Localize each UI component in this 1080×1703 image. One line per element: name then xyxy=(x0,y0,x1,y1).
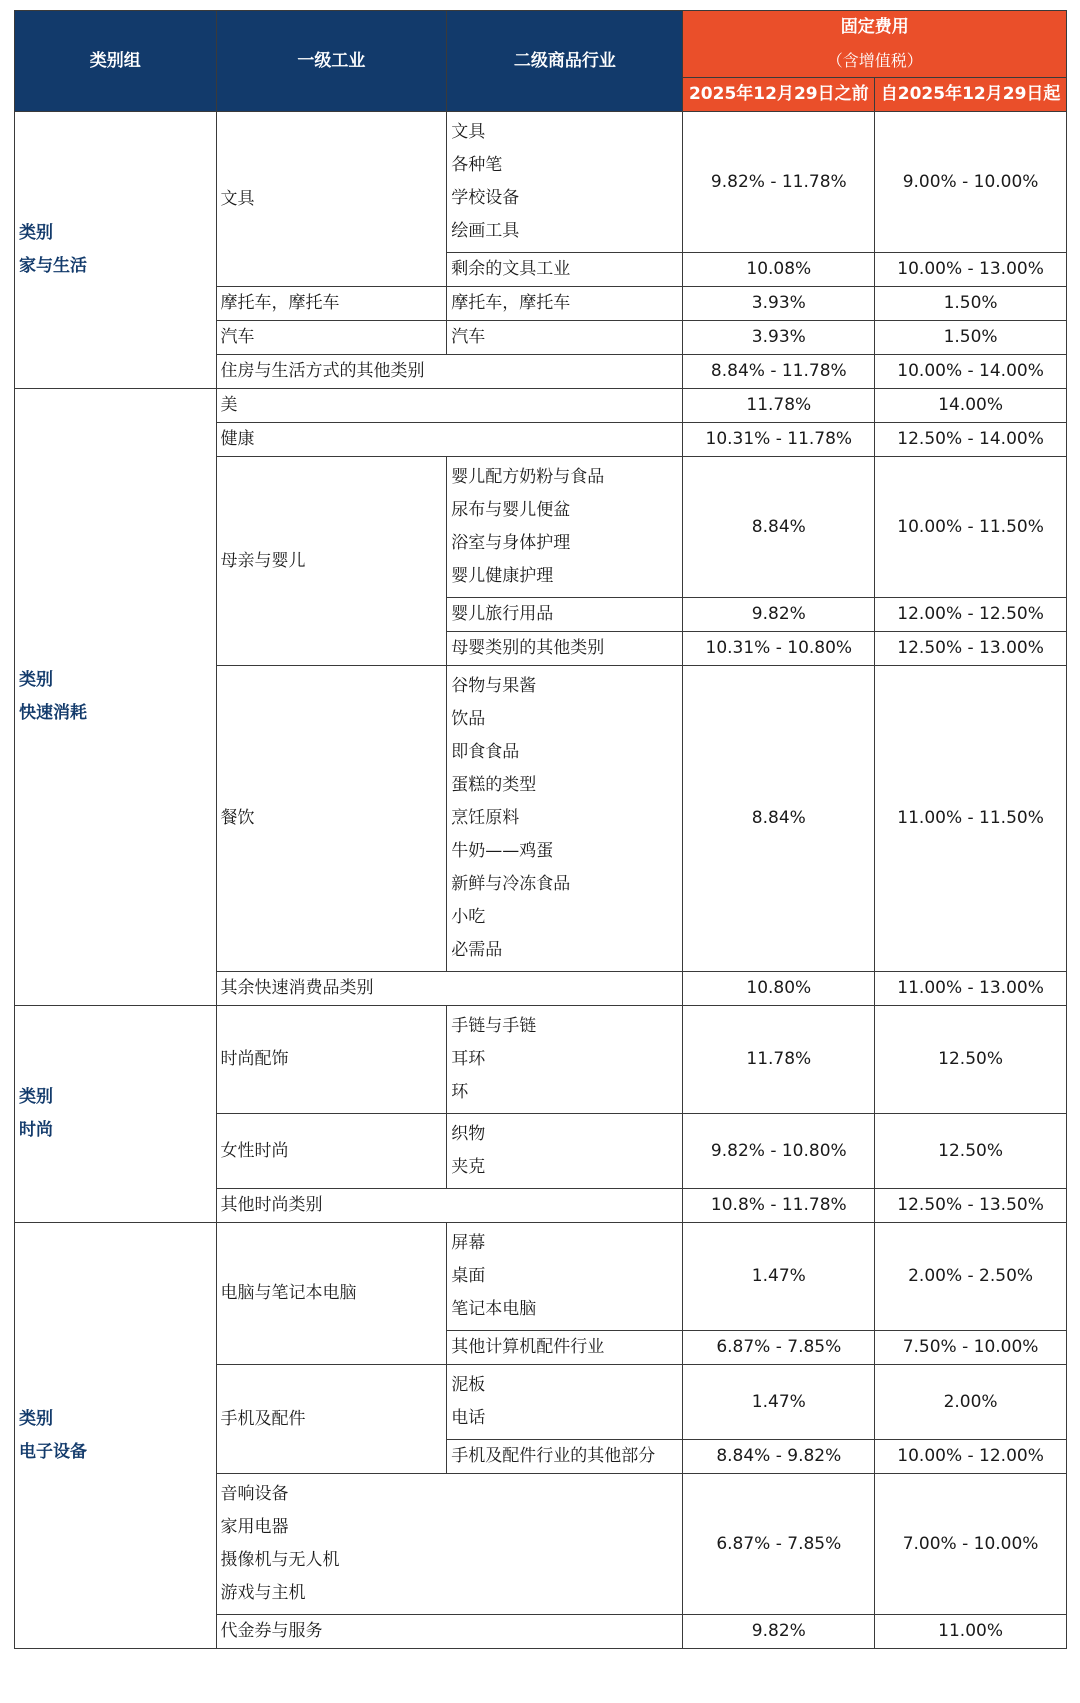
fee-after-cell: 12.00% - 12.50% xyxy=(875,598,1067,632)
fee-after-cell: 12.50% xyxy=(875,1006,1067,1114)
fee-after-cell: 11.00% - 13.00% xyxy=(875,972,1067,1006)
list-item: 饮品 xyxy=(451,709,486,729)
level2-cell xyxy=(447,457,683,598)
list-item: 泥板 xyxy=(451,1375,486,1395)
list-item: 新鲜与冷冻食品 xyxy=(451,874,571,894)
group-label: 类别 xyxy=(19,1087,53,1107)
level1-cell: 住房与生活方式的其他类别 xyxy=(216,355,683,389)
list-item: 手链与手链 xyxy=(451,1016,537,1036)
level2-cell: 婴儿旅行用品 xyxy=(447,598,683,632)
group-label: 类别 xyxy=(19,670,53,690)
level2-cell: 摩托车，摩托车 xyxy=(447,287,683,321)
fee-before-cell: 8.84% xyxy=(683,666,875,972)
header-fee-before: 2025年12月29日之前 xyxy=(683,78,875,112)
list-item: 尿布与婴儿便盆 xyxy=(451,500,571,520)
level2-cell xyxy=(447,1365,683,1440)
level1-cell: 代金券与服务 xyxy=(216,1615,683,1649)
level2-cell: 汽车 xyxy=(447,321,683,355)
list-item: 婴儿健康护理 xyxy=(451,566,554,586)
fixed-fee-subtitle: （含增值税） xyxy=(826,51,923,70)
fee-before-cell: 8.84% - 11.78% xyxy=(683,355,875,389)
fee-before-cell: 9.82% xyxy=(683,598,875,632)
table-row xyxy=(15,1223,1067,1331)
level1-cell: 汽车 xyxy=(216,321,447,355)
group-label: 类别 xyxy=(19,223,53,243)
fee-after-cell: 10.00% - 13.00% xyxy=(875,253,1067,287)
level1-cell: 电脑与笔记本电脑 xyxy=(216,1223,447,1365)
level1-cell: 餐饮 xyxy=(216,666,447,972)
fee-after-cell: 1.50% xyxy=(875,321,1067,355)
list-item: 电话 xyxy=(451,1408,486,1428)
list-item: 夹克 xyxy=(451,1157,486,1177)
level2-cell: 其他计算机配件行业 xyxy=(447,1331,683,1365)
group-fashion xyxy=(15,1006,217,1223)
fixed-fee-title: 固定费用 xyxy=(840,17,909,37)
fee-before-cell: 10.80% xyxy=(683,972,875,1006)
fee-before-cell: 9.82% - 10.80% xyxy=(683,1114,875,1189)
list-item: 耳环 xyxy=(451,1049,486,1069)
list-item: 摄像机与无人机 xyxy=(220,1550,340,1570)
level1-cell: 女性时尚 xyxy=(216,1114,447,1189)
fee-after-cell: 10.00% - 14.00% xyxy=(875,355,1067,389)
header-fixed-fee xyxy=(683,11,1067,78)
group-name: 家与生活 xyxy=(19,256,87,276)
table-row xyxy=(15,389,1067,423)
level1-cell: 手机及配件 xyxy=(216,1365,447,1474)
group-name: 快速消耗 xyxy=(19,703,87,723)
fee-before-cell: 3.93% xyxy=(683,321,875,355)
list-item: 家用电器 xyxy=(220,1517,289,1537)
header-category-group: 类别组 xyxy=(15,11,217,112)
group-label: 类别 xyxy=(19,1408,53,1429)
list-item: 屏幕 xyxy=(451,1233,486,1253)
level2-cell xyxy=(447,1223,683,1331)
fee-after-cell: 11.00% - 11.50% xyxy=(875,666,1067,972)
table-row xyxy=(15,112,1067,253)
fee-before-cell: 10.8% - 11.78% xyxy=(683,1189,875,1223)
list-item: 牛奶——鸡蛋 xyxy=(451,841,554,861)
level1-cell: 母亲与婴儿 xyxy=(216,457,447,666)
fee-before-cell: 6.87% - 7.85% xyxy=(683,1331,875,1365)
fee-after-cell: 12.50% - 13.50% xyxy=(875,1189,1067,1223)
level1-cell: 美 xyxy=(216,389,683,423)
list-item: 婴儿配方奶粉与食品 xyxy=(451,467,605,487)
fee-before-cell: 8.84% - 9.82% xyxy=(683,1440,875,1474)
fee-before-cell: 10.08% xyxy=(683,253,875,287)
fee-table xyxy=(14,10,1067,1649)
level2-cell xyxy=(447,666,683,972)
table-row xyxy=(15,1006,1067,1114)
list-item: 桌面 xyxy=(451,1266,486,1286)
list-item: 学校设备 xyxy=(451,188,520,208)
fee-before-cell: 1.47% xyxy=(683,1223,875,1331)
fee-after-cell: 7.00% - 10.00% xyxy=(875,1474,1067,1615)
list-item: 绘画工具 xyxy=(451,221,520,241)
level1-cell: 其余快速消费品类别 xyxy=(216,972,683,1006)
level2-cell: 母婴类别的其他类别 xyxy=(447,632,683,666)
fee-before-cell: 9.82% xyxy=(683,1615,875,1649)
list-item: 小吃 xyxy=(451,907,486,927)
list-item: 游戏与主机 xyxy=(220,1583,306,1603)
list-item: 文具 xyxy=(451,122,486,142)
fee-after-cell: 11.00% xyxy=(875,1615,1067,1649)
fee-before-cell: 1.47% xyxy=(683,1365,875,1440)
level2-cell xyxy=(447,112,683,253)
level2-cell: 剩余的文具工业 xyxy=(447,253,683,287)
fee-after-cell: 14.00% xyxy=(875,389,1067,423)
fee-before-cell: 10.31% - 11.78% xyxy=(683,423,875,457)
fee-after-cell: 12.50% - 14.00% xyxy=(875,423,1067,457)
list-item: 谷物与果酱 xyxy=(451,676,537,696)
list-item: 环 xyxy=(451,1082,469,1102)
group-name: 时尚 xyxy=(19,1120,53,1140)
list-item: 必需品 xyxy=(451,940,503,960)
fee-before-cell: 11.78% xyxy=(683,1006,875,1114)
list-item: 烹饪原料 xyxy=(451,808,520,828)
fee-after-cell: 1.50% xyxy=(875,287,1067,321)
level2-cell: 手机及配件行业的其他部分 xyxy=(447,1440,683,1474)
level1-cell: 其他时尚类别 xyxy=(216,1189,683,1223)
list-item: 笔记本电脑 xyxy=(451,1299,537,1319)
level2-cell xyxy=(447,1114,683,1189)
list-item: 蛋糕的类型 xyxy=(451,775,537,795)
fee-after-cell: 9.00% - 10.00% xyxy=(875,112,1067,253)
level1-cell: 时尚配饰 xyxy=(216,1006,447,1114)
list-item: 音响设备 xyxy=(220,1484,289,1504)
list-item: 各种笔 xyxy=(451,155,503,175)
group-home-life xyxy=(15,112,217,389)
fee-table-container xyxy=(14,10,1067,1649)
level2-cell xyxy=(447,1006,683,1114)
fee-before-cell: 6.87% - 7.85% xyxy=(683,1474,875,1615)
fee-after-cell: 2.00% - 2.50% xyxy=(875,1223,1067,1331)
group-name: 电子设备 xyxy=(19,1441,87,1462)
fee-before-cell: 3.93% xyxy=(683,287,875,321)
fee-before-cell: 8.84% xyxy=(683,457,875,598)
level1-cell xyxy=(216,1474,683,1615)
header-level1-industry: 一级工业 xyxy=(216,11,447,112)
fee-after-cell: 10.00% - 12.00% xyxy=(875,1440,1067,1474)
header-fee-after: 自2025年12月29日起 xyxy=(875,78,1067,112)
level1-cell: 健康 xyxy=(216,423,683,457)
fee-before-cell: 10.31% - 10.80% xyxy=(683,632,875,666)
fee-before-cell: 9.82% - 11.78% xyxy=(683,112,875,253)
fee-after-cell: 12.50% xyxy=(875,1114,1067,1189)
group-fmcg xyxy=(15,389,217,1006)
header-level2-industry: 二级商品行业 xyxy=(447,11,683,112)
level1-cell: 摩托车，摩托车 xyxy=(216,287,447,321)
list-item: 浴室与身体护理 xyxy=(451,533,571,553)
fee-after-cell: 12.50% - 13.00% xyxy=(875,632,1067,666)
fee-after-cell: 2.00% xyxy=(875,1365,1067,1440)
list-item: 即食食品 xyxy=(451,742,520,762)
fee-before-cell: 11.78% xyxy=(683,389,875,423)
group-electronics xyxy=(15,1223,217,1649)
fee-after-cell: 7.50% - 10.00% xyxy=(875,1331,1067,1365)
fee-after-cell: 10.00% - 11.50% xyxy=(875,457,1067,598)
level1-cell: 文具 xyxy=(216,112,447,287)
list-item: 织物 xyxy=(451,1124,486,1144)
